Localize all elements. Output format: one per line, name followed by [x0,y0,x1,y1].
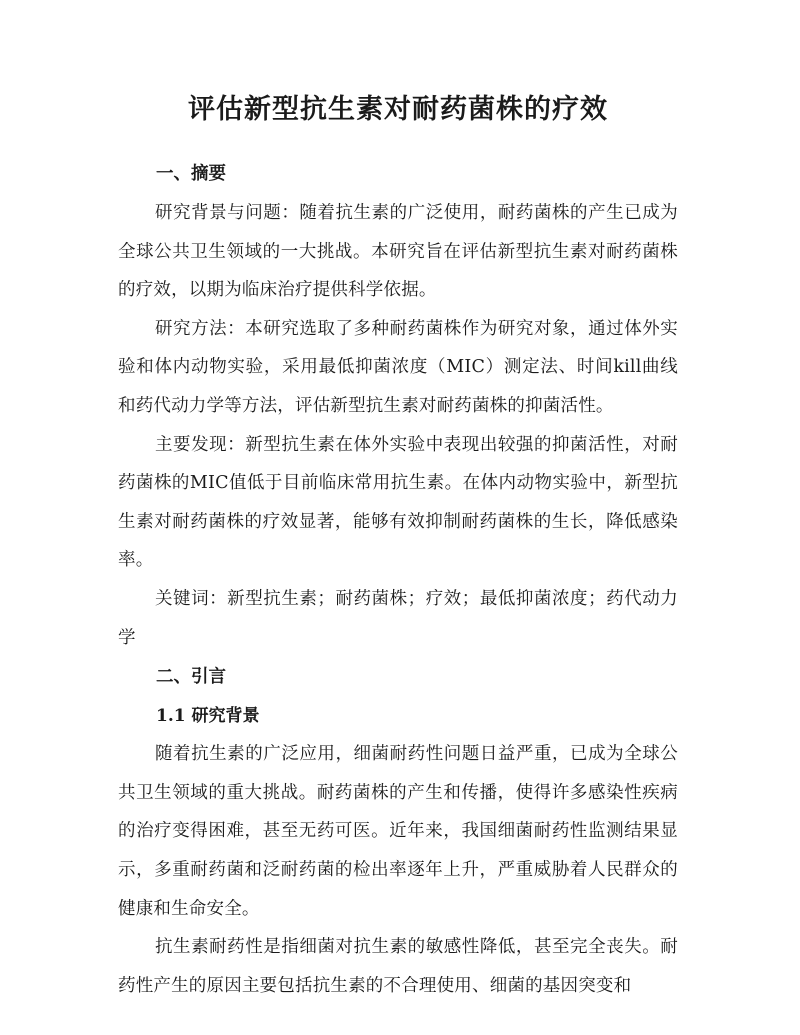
abstract-heading: 一、摘要 [156,164,226,184]
abstract-findings-paragraph: 主要发现：新型抗生素在体外实验中表现出较强的抑菌活性，对耐药菌株的MIC值低于目前临床常用抗生素。在体内动物实验中，新型抗生素对耐药菌株的疗效显著，能够有效抑制耐药菌株的生长，降低感染率。 [118,434,678,571]
document-page [118,88,678,1005]
abstract-methods-paragraph: 研究方法：本研究选取了多种耐药菌株作为研究对象，通过体外实验和体内动物实验，采用最低抑菌浓度（MIC）测定法、时间kill曲线和药代动力学等方法，评估新型抗生素对耐药菌株的抑菌活性。 [118,318,678,416]
research-background-subheading: 1.1 研究背景 [156,706,260,727]
abstract-keywords-paragraph: 关键词：新型抗生素；耐药菌株；疗效；最低抑菌浓度；药代动力学 [118,588,678,648]
introduction-paragraph-2: 抗生素耐药性是指细菌对抗生素的敏感性降低，甚至完全丧失。耐药性产生的原因主要包括抗生素的不合理使用、细菌的基因突变和 [118,937,678,996]
abstract-background-paragraph: 研究背景与问题：随着抗生素的广泛使用，耐药菌株的产生已成为全球公共卫生领域的一大挑战。本研究旨在评估新型抗生素对耐药菌株的疗效，以期为临床治疗提供科学依据。 [118,203,678,301]
introduction-heading: 二、引言 [156,667,226,688]
introduction-paragraph-1: 随着抗生素的广泛应用，细菌耐药性问题日益严重，已成为全球公共卫生领域的重大挑战。耐药菌株的产生和传播，使得许多感染性疾病的治疗变得困难，甚至无药可医。近年来，我国细菌耐药性监测结果显示，多重耐药菌和泛耐药菌的检出率逐年上升，严重威胁着人民群众的健康和生命安全。 [118,744,678,919]
document-title: 评估新型抗生素对耐药菌株的疗效 [188,94,608,125]
